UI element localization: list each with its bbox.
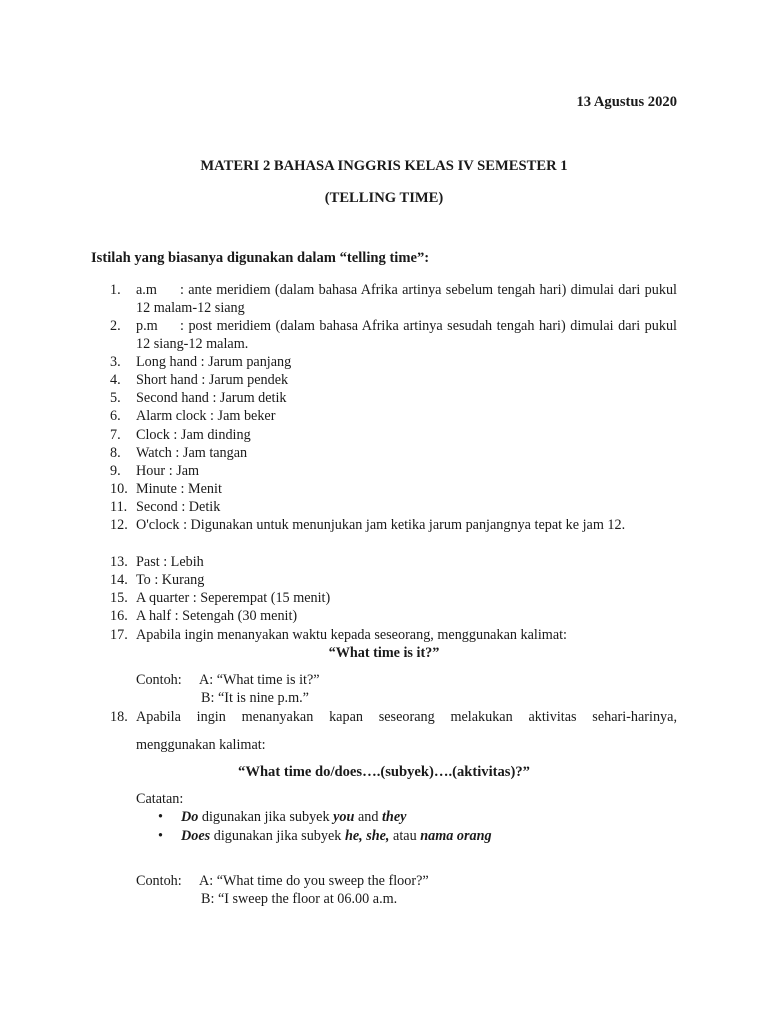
note-conjunction: and <box>354 809 382 825</box>
question-what-time: “What time is it?” <box>328 645 440 661</box>
list-item-number: 1. <box>110 282 121 298</box>
list-item <box>110 407 677 425</box>
list-item-text: Clock : Jam dinding <box>136 427 251 443</box>
list-item-number: 18. <box>110 709 128 725</box>
note-keyword: Does <box>181 828 211 844</box>
list-item-continuation: menggunakan kalimat: <box>136 737 266 753</box>
list-item <box>110 462 677 480</box>
list-item-number: 16. <box>110 608 128 624</box>
list-item-number: 2. <box>110 318 121 334</box>
example-label: Contoh: <box>136 873 182 889</box>
list-item-text: Alarm clock : Jam beker <box>136 408 276 424</box>
list-item <box>110 589 677 607</box>
list-item-text: : post meridiem (dalam bahasa Afrika artinya sesudah tengah hari) dimulai dari pukul 12 siang-12 malam. <box>136 318 677 353</box>
list-item-text: Minute : Menit <box>136 481 222 497</box>
list-item-number: 14. <box>110 572 128 588</box>
note-subject: he, she, <box>344 828 390 844</box>
list-item-text: A half : Setengah (30 menit) <box>136 608 298 624</box>
list-item-text: Long hand : Jarum panjang <box>136 354 292 370</box>
list-item <box>110 389 677 407</box>
list-item <box>110 426 677 444</box>
example-line-a: A: “What time do you sweep the floor?” <box>199 873 429 889</box>
list-item <box>110 516 677 534</box>
list-item-text: Past : Lebih <box>136 554 204 570</box>
example-line-a: A: “What time is it?” <box>199 672 320 688</box>
list-item-number: 17. <box>110 627 128 643</box>
question-pattern: “What time do/does….(subyek)….(aktivitas)?” <box>238 764 530 780</box>
note-text: digunakan jika subyek <box>210 828 345 844</box>
list-item-text: To : Kurang <box>136 572 205 588</box>
intro-heading: Istilah yang biasanya digunakan dalam “telling time”: <box>91 250 430 266</box>
list-item-number: 3. <box>110 354 121 370</box>
note-keyword: Do <box>181 809 199 825</box>
note-bullet-do <box>181 808 406 826</box>
note-subject: you <box>333 809 355 825</box>
list-item-text: : ante meridiem (dalam bahasa Afrika artinya sebelum tengah hari) dimulai dari pukul 12 malam-12 siang <box>136 282 677 317</box>
example-line-b: B: “It is nine p.m.” <box>201 690 309 706</box>
list-item-number: 11. <box>110 499 128 515</box>
list-item-text: A quarter : Seperempat (15 menit) <box>136 590 331 606</box>
list-item-number: 8. <box>110 445 121 461</box>
list-item-text: Short hand : Jarum pendek <box>136 372 289 388</box>
bullet-icon: • <box>158 809 163 825</box>
list-item-term: p.m <box>136 318 158 334</box>
document-title: MATERI 2 BAHASA INGGRIS KELAS IV SEMESTER 1 <box>200 158 568 174</box>
list-item <box>110 571 677 589</box>
note-conjunction: atau <box>389 828 421 844</box>
note-subject: they <box>381 809 407 825</box>
list-item <box>110 498 677 516</box>
note-text: digunakan jika subyek <box>198 809 334 825</box>
list-item-number: 13. <box>110 554 128 570</box>
list-item-text: Hour : Jam <box>136 463 200 479</box>
list-item <box>110 281 677 317</box>
list-item-text: O'clock : Digunakan untuk menunjukan jam ketika jarum panjangnya tepat ke jam 12. <box>136 517 626 533</box>
list-item-text: Second : Detik <box>136 499 221 515</box>
list-item-number: 10. <box>110 481 128 497</box>
bullet-icon: • <box>158 828 163 844</box>
document-subtitle: (TELLING TIME) <box>324 190 444 206</box>
list-item <box>110 553 677 571</box>
note-subject: nama orang <box>420 828 492 844</box>
example-label: Contoh: <box>136 672 182 688</box>
example-line-b: B: “I sweep the floor at 06.00 a.m. <box>201 891 398 907</box>
list-item-text: Second hand : Jarum detik <box>136 390 287 406</box>
list-item-number: 5. <box>110 390 121 406</box>
list-item-text: Apabila ingin menanyakan kapan seseorang melakukan aktivitas sehari-harinya, <box>136 709 677 725</box>
list-item <box>110 353 677 371</box>
list-item-number: 15. <box>110 590 128 606</box>
list-item-text: Apabila ingin menanyakan waktu kepada seseorang, menggunakan kalimat: <box>136 627 568 643</box>
list-item-number: 9. <box>110 463 121 479</box>
list-item-number: 12. <box>110 517 128 533</box>
list-item-text: Watch : Jam tangan <box>136 445 248 461</box>
list-item <box>110 317 677 353</box>
document-date: 13 Agustus 2020 <box>576 94 677 110</box>
list-item-number: 4. <box>110 372 121 388</box>
list-item <box>110 444 677 462</box>
notes-label: Catatan: <box>136 791 184 807</box>
list-item <box>110 626 677 644</box>
list-item <box>110 480 677 498</box>
list-item <box>110 607 677 625</box>
list-item-number: 6. <box>110 408 121 424</box>
list-item <box>110 371 677 389</box>
note-bullet-does <box>181 827 492 845</box>
list-item-number: 7. <box>110 427 121 443</box>
list-item-term: a.m <box>136 282 157 298</box>
list-item <box>110 708 677 726</box>
